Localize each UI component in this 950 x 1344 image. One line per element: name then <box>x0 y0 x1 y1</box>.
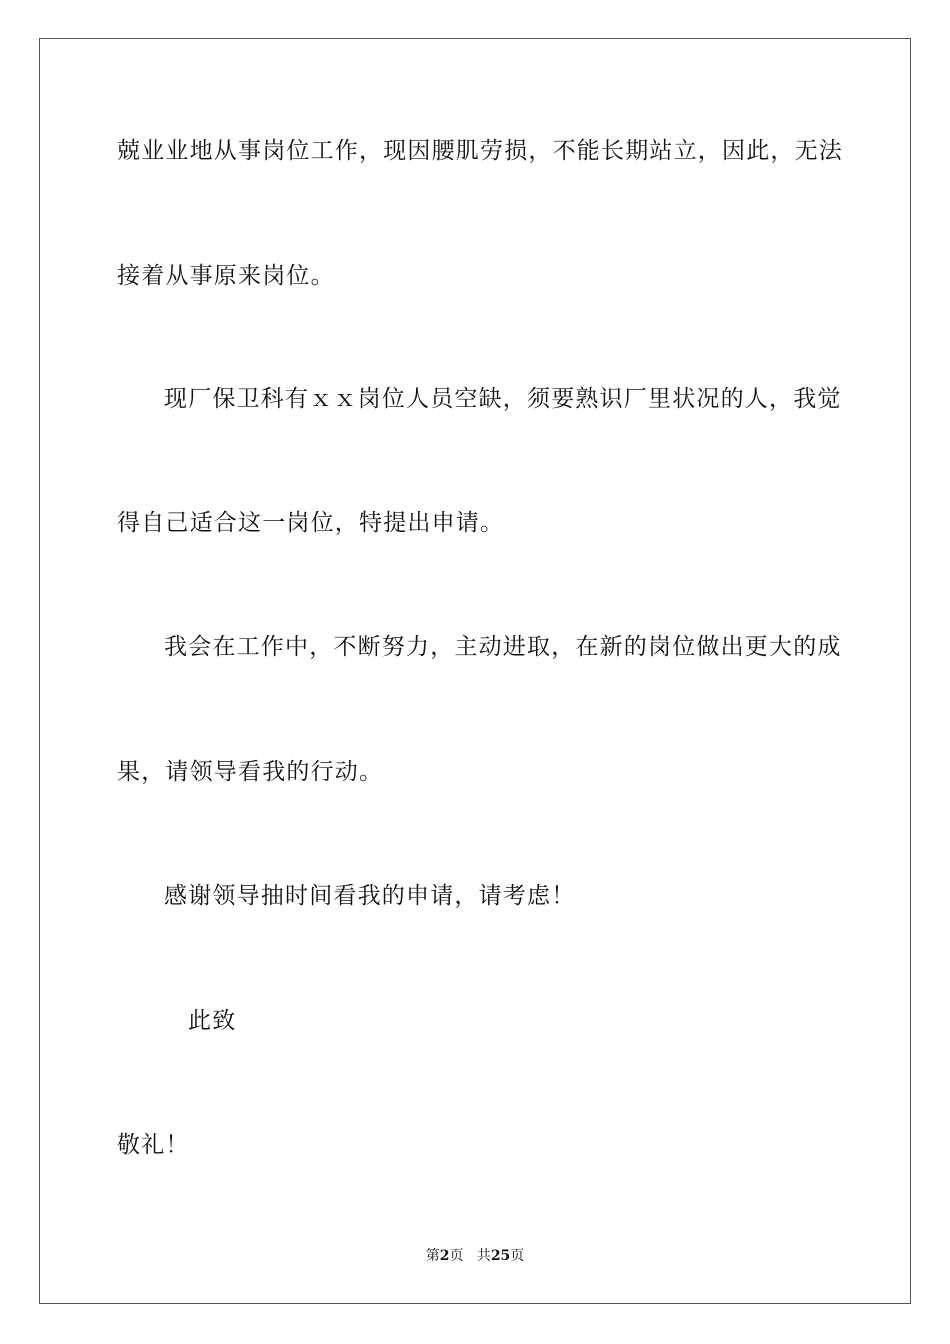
page-border <box>39 38 911 1304</box>
footer-total-prefix: 共 <box>476 1248 491 1264</box>
body-line-1: 兢业业地从事岗位工作，现因腰肌劳损，不能长期站立，因此，无法 <box>117 138 843 164</box>
closing-line: 敬礼！ <box>117 1132 190 1158</box>
salutation-line: 此致 <box>188 1008 237 1034</box>
footer-prefix: 第 <box>425 1248 440 1264</box>
footer-page-unit: 页 <box>449 1248 464 1264</box>
footer-page-number: 2 <box>439 1248 450 1264</box>
body-line-4: 得自己适合这一岗位，特提出申请。 <box>117 510 505 536</box>
body-line-5: 我会在工作中，不断努力，主动进取，在新的岗位做出更大的成 <box>164 634 842 660</box>
body-line-2: 接着从事原来岗位。 <box>117 263 335 289</box>
page-footer <box>0 1247 950 1265</box>
body-line-3: 现厂保卫科有ｘｘ岗位人员空缺，须要熟识厂里状况的人，我觉 <box>164 386 842 412</box>
footer-total-pages: 25 <box>490 1248 511 1264</box>
body-line-6: 果，请领导看我的行动。 <box>117 759 384 785</box>
body-line-7: 感谢领导抽时间看我的申请，请考虑！ <box>164 883 576 909</box>
footer-total-unit: 页 <box>510 1248 525 1264</box>
